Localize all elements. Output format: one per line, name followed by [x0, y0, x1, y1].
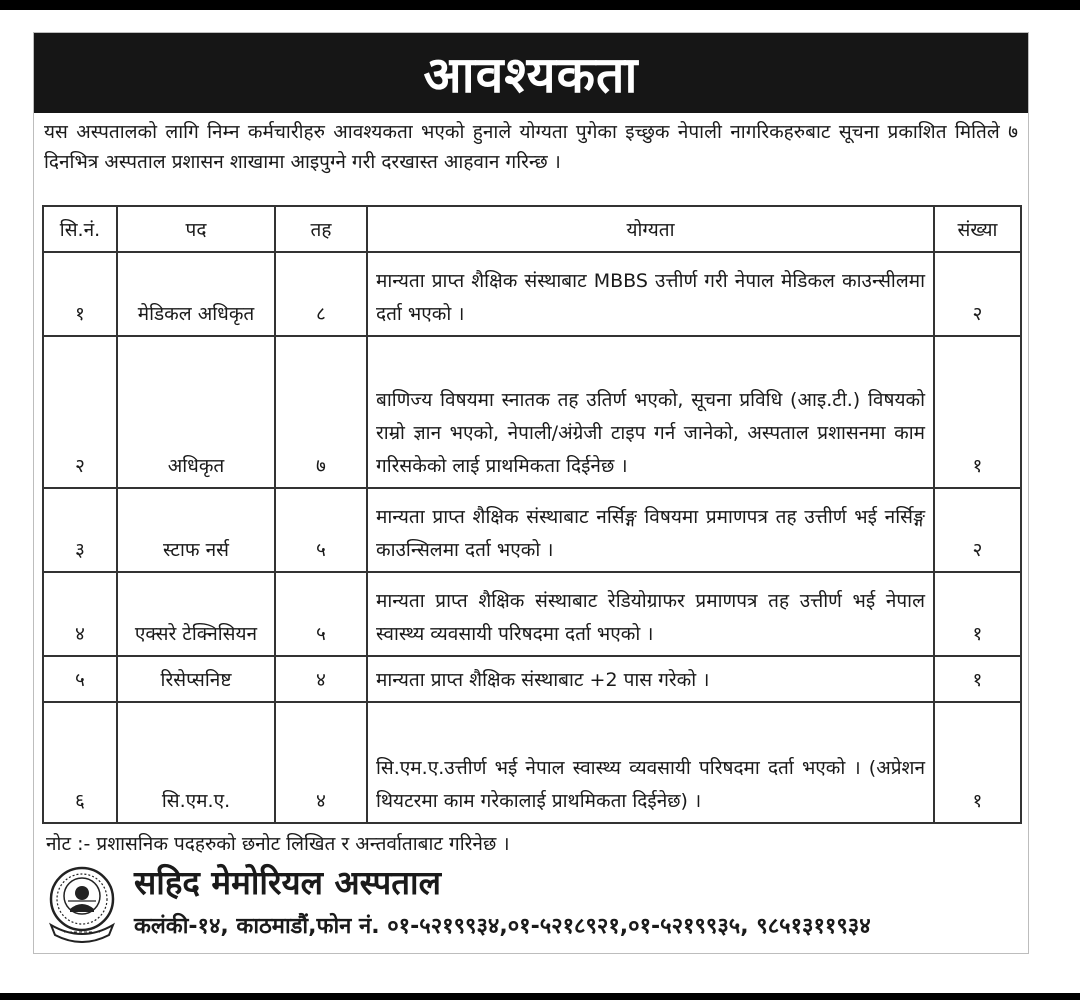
cell-qualification: बाणिज्य विषयमा स्नातक तह उतिर्ण भएको, सूचना प्रविधि (आइ.टी.) विषयको राम्रो ज्ञान भएको, नेपाली/अंग्रेजी टाइप गर्न जानेको, अस्पताल प्रशासनमा काम गरिसकेको लाई प्राथमिकता दिईनेछ । [367, 336, 934, 488]
cell-post: रिसेप्सनिष्ट [117, 656, 275, 702]
table-row [43, 336, 1021, 488]
cell-count: १ [934, 656, 1021, 702]
table-row [43, 702, 1021, 823]
cell-level: ५ [275, 572, 367, 656]
table-row [43, 572, 1021, 656]
cell-level: ४ [275, 702, 367, 823]
cell-sn: ५ [43, 656, 117, 702]
cell-post: एक्सरे टेक्निसियन [117, 572, 275, 656]
table-row [43, 656, 1021, 702]
cell-post: सि.एम.ए. [117, 702, 275, 823]
cell-sn: ६ [43, 702, 117, 823]
cell-level: ४ [275, 656, 367, 702]
cell-post: मेडिकल अधिकृत [117, 252, 275, 336]
hospital-emblem-icon [46, 865, 118, 943]
hospital-address: कलंकी-१४, काठमाडौं,फोन नं. ०१-५२१९९३४,०१-५२१८९२१,०१-५२१९९३५, ९८५१३११९३४ [134, 914, 871, 939]
cell-count: २ [934, 488, 1021, 572]
bottom-border [0, 993, 1080, 1000]
cell-qualification: मान्यता प्राप्त शैक्षिक संस्थाबाट +2 पास गरेको । [367, 656, 934, 702]
cell-qualification: सि.एम.ए.उत्तीर्ण भई नेपाल स्वास्थ्य व्यवसायी परिषदमा दर्ता भएको । (अप्रेशन थियटरमा काम गरेकालाई प्राथमिकता दिईनेछ) । [367, 702, 934, 823]
header-qualification: योग्यता [367, 206, 934, 252]
table-header-row [43, 206, 1021, 252]
cell-count: १ [934, 572, 1021, 656]
cell-post: अधिकृत [117, 336, 275, 488]
cell-level: ८ [275, 252, 367, 336]
cell-level: ७ [275, 336, 367, 488]
cell-count: १ [934, 336, 1021, 488]
cell-sn: ४ [43, 572, 117, 656]
table-row [43, 252, 1021, 336]
cell-sn: १ [43, 252, 117, 336]
cell-qualification: मान्यता प्राप्त शैक्षिक संस्थाबाट रेडियोग्राफर प्रमाणपत्र तह उत्तीर्ण भई नेपाल स्वास्थ्य व्यवसायी परिषदमा दर्ता भएको । [367, 572, 934, 656]
notice-title: आवश्यकता [34, 33, 1028, 113]
selection-note: नोट :- प्रशासनिक पदहरुको छनोट लिखित र अन्तर्वाताबाट गरिनेछ । [46, 833, 510, 855]
header-count: संख्या [934, 206, 1021, 252]
cell-sn: २ [43, 336, 117, 488]
vacancy-notice [33, 32, 1029, 954]
top-border [0, 0, 1080, 10]
cell-level: ५ [275, 488, 367, 572]
cell-sn: ३ [43, 488, 117, 572]
cell-post: स्टाफ नर्स [117, 488, 275, 572]
table-row [43, 488, 1021, 572]
cell-qualification: मान्यता प्राप्त शैक्षिक संस्थाबाट MBBS उत्तीर्ण गरी नेपाल मेडिकल काउन्सीलमा दर्ता भएको । [367, 252, 934, 336]
cell-qualification: मान्यता प्राप्त शैक्षिक संस्थाबाट नर्सिङ्ग विषयमा प्रमाणपत्र तह उत्तीर्ण भई नर्सिङ्ग काउन्सिलमा दर्ता भएको । [367, 488, 934, 572]
header-sn: सि.नं. [43, 206, 117, 252]
header-level: तह [275, 206, 367, 252]
cell-count: १ [934, 702, 1021, 823]
header-post: पद [117, 206, 275, 252]
hospital-name: सहिद मेमोरियल अस्पताल [134, 863, 441, 902]
vacancy-table [42, 205, 1022, 824]
intro-paragraph: यस अस्पतालको लागि निम्न कर्मचारीहरु आवश्यकता भएको हुनाले योग्यता पुगेका इच्छुक नेपाली नागरिकहरुबाट सूचना प्रकाशित मितिले ७ दिनभित्र अस्पताल प्रशासन शाखामा आइपुग्ने गरी दरखास्त आहवान गरिन्छ । [44, 121, 1018, 173]
cell-count: २ [934, 252, 1021, 336]
